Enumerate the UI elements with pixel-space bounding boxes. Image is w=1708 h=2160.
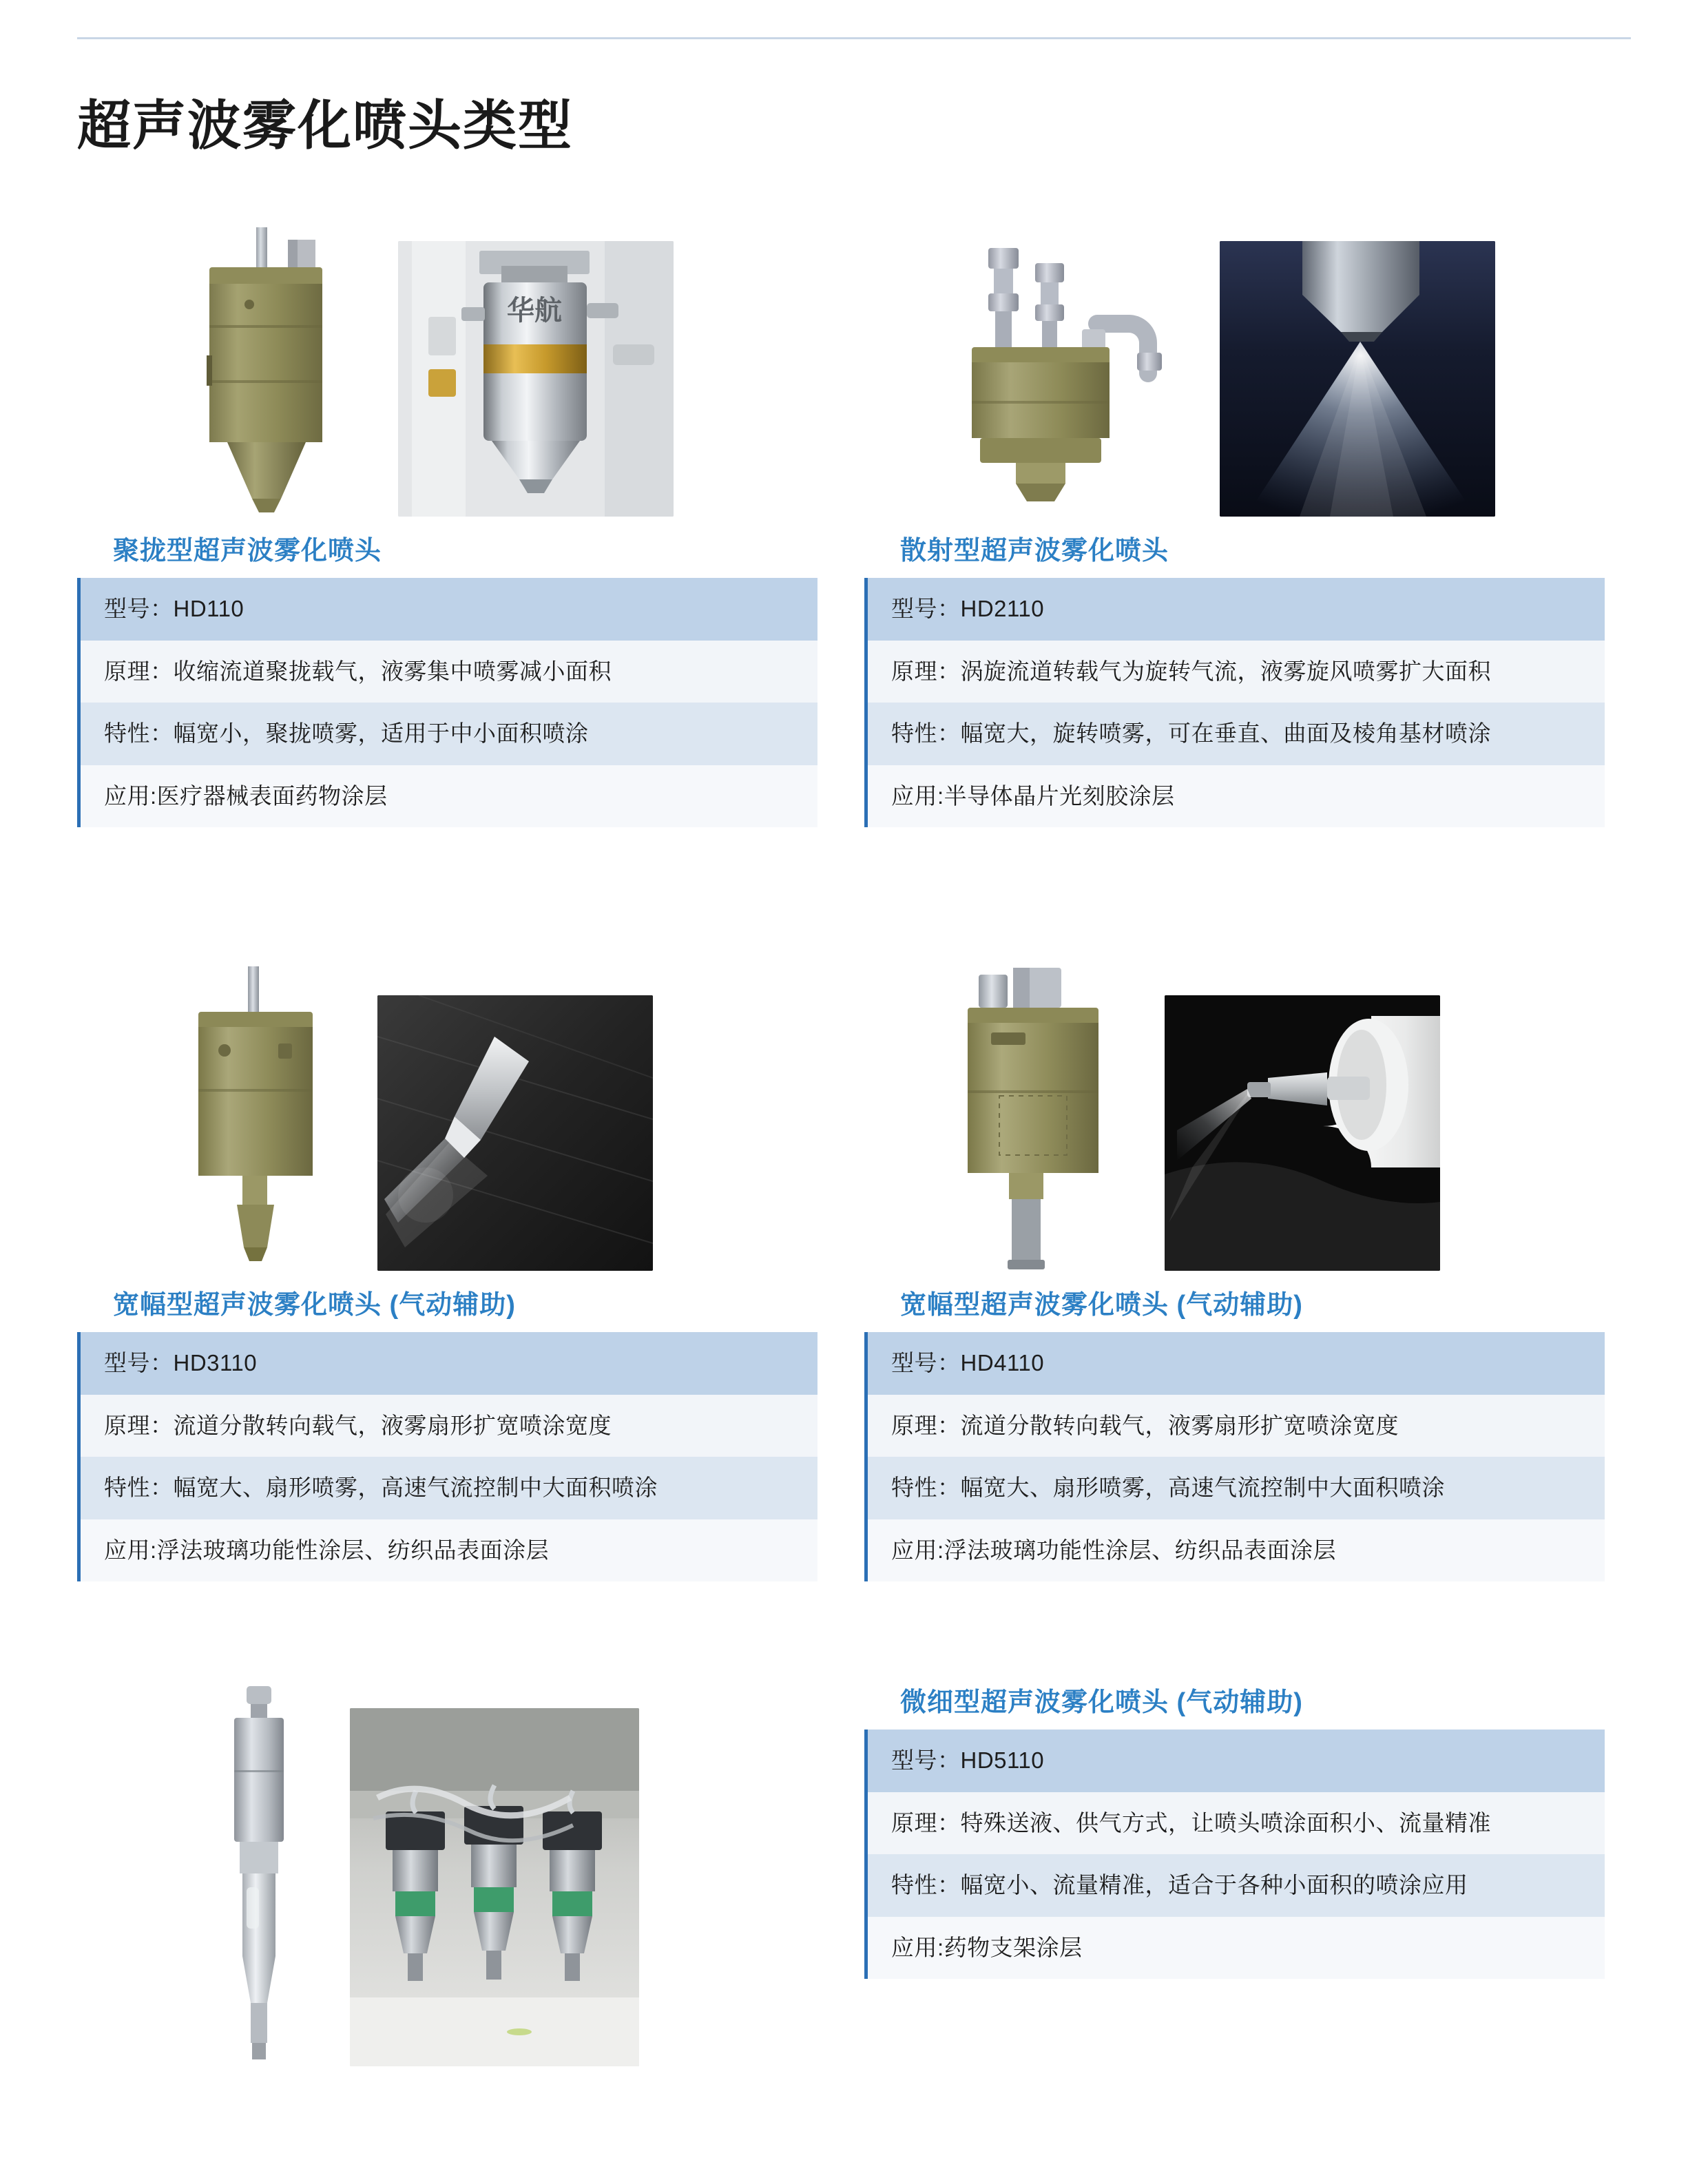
multi-nozzle-array-photo bbox=[350, 1708, 639, 2066]
stainless-nozzle-photo bbox=[398, 241, 674, 517]
product-3-images bbox=[77, 926, 817, 1271]
page-title: 超声波雾化喷头类型 bbox=[77, 95, 574, 156]
wide-ultrasonic-nozzle-render-2 bbox=[940, 961, 1147, 1271]
product-1-spec-table bbox=[77, 578, 817, 827]
product-5-images bbox=[77, 1681, 817, 2066]
product-3-title: 宽幅型超声波雾化喷头 (气动辅助) bbox=[113, 1291, 516, 1320]
product-block-2 bbox=[864, 172, 1605, 827]
spec-row-principle: 原理：特殊送液、供气方式，让喷头喷涂面积小、流量精准 bbox=[868, 1792, 1605, 1855]
spec-row-model: 型号：HD4110 bbox=[868, 1332, 1605, 1395]
product-4-images bbox=[864, 926, 1605, 1271]
spec-row-model: 型号：HD2110 bbox=[868, 578, 1605, 641]
spec-row-application: 应用:浮法玻璃功能性涂层、纺织品表面涂层 bbox=[81, 1519, 817, 1582]
spec-row-principle: 原理：收缩流道聚拢载气，液雾集中喷雾减小面积 bbox=[81, 641, 817, 703]
product-1-title: 聚拢型超声波雾化喷头 bbox=[113, 537, 382, 565]
product-2-title: 散射型超声波雾化喷头 bbox=[900, 537, 1169, 565]
conical-spray-photo bbox=[1220, 241, 1495, 517]
spec-row-principle: 原理：流道分散转向载气，液雾扇形扩宽喷涂宽度 bbox=[81, 1395, 817, 1457]
spec-row-feature: 特性：幅宽小、流量精准，适合于各种小面积的喷涂应用 bbox=[868, 1854, 1605, 1917]
fine-ultrasonic-nozzle-render bbox=[194, 1681, 332, 2066]
product-2-images bbox=[864, 172, 1605, 517]
product-block-1 bbox=[77, 172, 817, 827]
fan-spray-on-dark-substrate-photo bbox=[377, 995, 653, 1271]
product-4-title: 宽幅型超声波雾化喷头 (气动辅助) bbox=[900, 1291, 1303, 1320]
spec-row-application: 应用:半导体晶片光刻胶涂层 bbox=[868, 765, 1605, 828]
spec-row-model: 型号：HD5110 bbox=[868, 1730, 1605, 1792]
spec-row-application: 应用:浮法玻璃功能性涂层、纺织品表面涂层 bbox=[868, 1519, 1605, 1582]
product-block-5-images bbox=[77, 1681, 817, 2066]
product-block-5 bbox=[864, 1681, 1605, 1979]
spec-row-feature: 特性：幅宽大、扇形喷雾，高速气流控制中大面积喷涂 bbox=[81, 1457, 817, 1519]
spec-row-feature: 特性：幅宽大，旋转喷雾，可在垂直、曲面及棱角基材喷涂 bbox=[868, 703, 1605, 765]
product-2-spec-table bbox=[864, 578, 1605, 827]
converging-ultrasonic-nozzle-render bbox=[153, 220, 380, 517]
spec-row-model: 型号：HD110 bbox=[81, 578, 817, 641]
product-5-spec-table bbox=[864, 1730, 1605, 1979]
svg-text:华航: 华航 bbox=[507, 295, 562, 326]
spec-row-application: 应用:药物支架涂层 bbox=[868, 1917, 1605, 1980]
product-1-images bbox=[77, 172, 817, 517]
top-divider bbox=[77, 37, 1631, 39]
spec-row-principle: 原理：流道分散转向载气，液雾扇形扩宽喷涂宽度 bbox=[868, 1395, 1605, 1457]
wide-ultrasonic-nozzle-render bbox=[153, 961, 360, 1271]
product-3-spec-table bbox=[77, 1332, 817, 1581]
product-block-3 bbox=[77, 926, 817, 1581]
spec-row-principle: 原理：涡旋流道转载气为旋转气流，液雾旋风喷雾扩大面积 bbox=[868, 641, 1605, 703]
nozzle-spraying-white-panel-photo bbox=[1165, 995, 1440, 1271]
spec-row-application: 应用:医疗器械表面药物涂层 bbox=[81, 765, 817, 828]
product-block-4 bbox=[864, 926, 1605, 1581]
spec-row-feature: 特性：幅宽大、扇形喷雾，高速气流控制中大面积喷涂 bbox=[868, 1457, 1605, 1519]
spec-row-feature: 特性：幅宽小，聚拢喷雾，适用于中小面积喷涂 bbox=[81, 703, 817, 765]
dispersing-ultrasonic-nozzle-render bbox=[940, 220, 1202, 517]
spec-row-model: 型号：HD3110 bbox=[81, 1332, 817, 1395]
product-5-title: 微细型超声波雾化喷头 (气动辅助) bbox=[900, 1688, 1303, 1717]
product-4-spec-table bbox=[864, 1332, 1605, 1581]
